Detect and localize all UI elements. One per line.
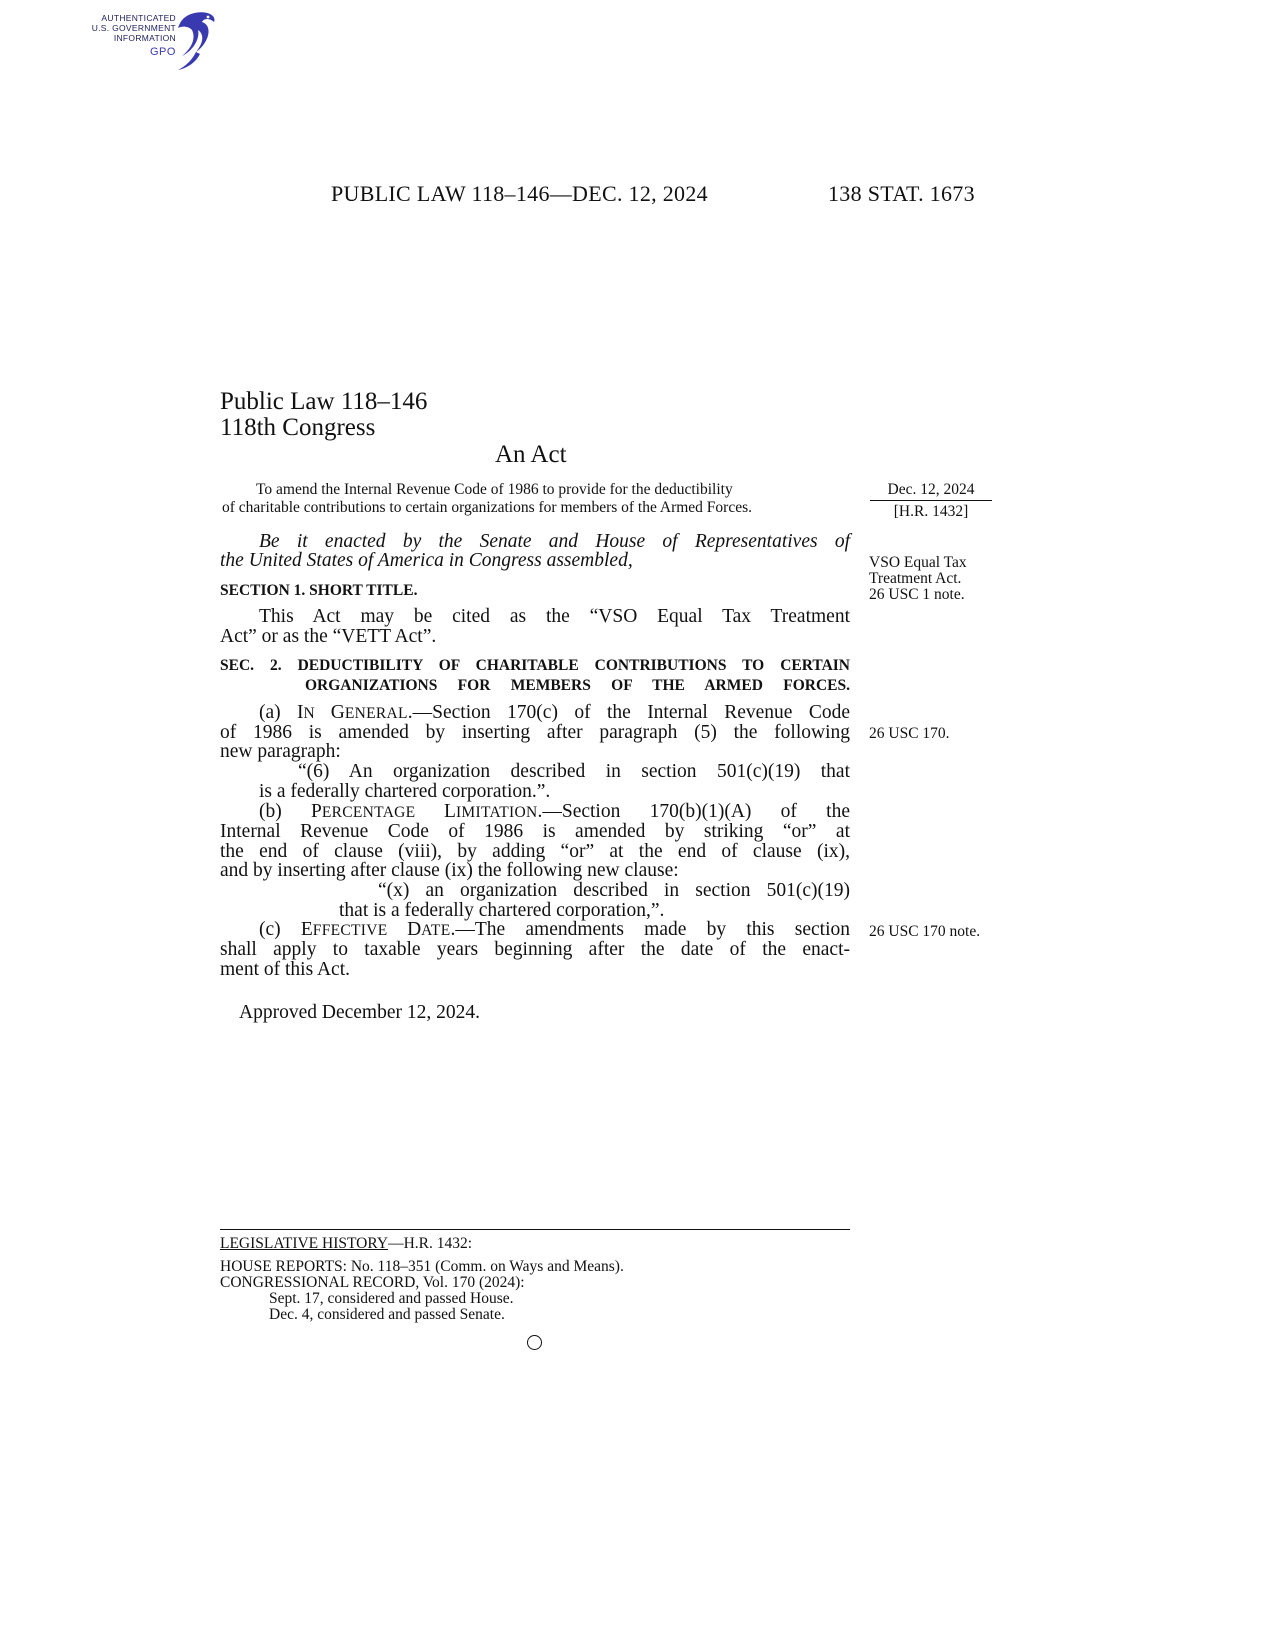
purpose-line-1: To amend the Internal Revenue Code of 1986 to provide for the deductibility [256, 481, 733, 498]
subsection-b-line-3: the end of clause (viii), by adding “or” at the end of clause (ix), [220, 841, 850, 862]
subsection-b-quote-line-1: “(x) an organization described in section 501(c)(19) [378, 880, 850, 901]
congress-number: 118th Congress [220, 414, 376, 441]
margin-citation-a: 26 USC 170. [869, 725, 950, 742]
subsection-a-line-3: new paragraph: [220, 741, 341, 762]
margin-short-title-3: 26 USC 1 note. [869, 586, 965, 603]
subsection-c-line-3: ment of this Act. [220, 959, 350, 980]
purpose-line-2: of charitable contributions to certain organizations for members of the Armed Forces. [222, 499, 752, 516]
subsection-b-quote-line-2: that is a federally chartered corporation,”. [339, 900, 665, 921]
margin-short-title-2: Treatment Act. [869, 570, 962, 587]
history-house-reports: HOUSE REPORTS: No. 118–351 (Comm. on Ways and Means). [220, 1258, 624, 1275]
section-2-heading-line-1: SEC. 2. DEDUCTIBILITY OF CHARITABLE CONTRIBUTIONS TO CERTAIN [220, 657, 850, 674]
history-congressional-record: CONGRESSIONAL RECORD, Vol. 170 (2024): [220, 1274, 525, 1291]
subsection-a-quote-line-2: is a federally chartered corporation.”. [259, 781, 551, 802]
enacting-clause-line-1: Be it enacted by the Senate and House of Representatives of [259, 531, 850, 552]
margin-citation-c: 26 USC 170 note. [869, 923, 981, 940]
act-title: An Act [495, 441, 567, 468]
subsection-c-line-2: shall apply to taxable years beginning after the date of the enact- [220, 939, 850, 960]
section-2-heading-line-2: ORGANIZATIONS FOR MEMBERS OF THE ARMED FORCES. [305, 677, 850, 694]
history-entry-house: Sept. 17, considered and passed House. [269, 1290, 514, 1307]
section-1-line-2: Act” or as the “VETT Act”. [220, 626, 437, 647]
seal-text-government: U.S. GOVERNMENT [91, 23, 176, 33]
margin-short-title-1: VSO Equal Tax [869, 554, 967, 571]
seal-text-information: INFORMATION [113, 33, 176, 43]
subsection-a-line-1: (a) IN GENERAL.—Section 170(c) of the Internal Revenue Code [259, 702, 850, 723]
subsection-a-quote-line-1: “(6) An organization described in section 501(c)(19) that [298, 761, 850, 782]
seal-text-authenticated: AUTHENTICATED [101, 13, 176, 23]
subsection-b-line-4: and by inserting after clause (ix) the following new clause: [220, 860, 679, 881]
approval-date: Approved December 12, 2024. [239, 1002, 480, 1023]
subsection-b-line-1: (b) PERCENTAGE LIMITATION.—Section 170(b)(1)(A) of the [259, 801, 850, 822]
legislative-history-heading [220, 1236, 472, 1252]
legislative-history-label: LEGISLATIVE HISTORY [220, 1235, 389, 1252]
end-mark-circle-icon [527, 1335, 542, 1350]
subsection-b-line-2: Internal Revenue Code of 1986 is amended by striking “or” at [220, 821, 850, 842]
legislative-history-bill: —H.R. 1432: [388, 1235, 473, 1252]
margin-bill-number: [H.R. 1432] [893, 503, 969, 520]
running-head-left: PUBLIC LAW 118–146—DEC. 12, 2024 [331, 181, 708, 206]
history-entry-senate: Dec. 4, considered and passed Senate. [269, 1306, 505, 1323]
enacting-clause-line-2: the United States of America in Congress assembled, [220, 550, 633, 571]
eagle-icon [174, 10, 224, 74]
subsection-c-line-1: (c) EFFECTIVE DATE.—The amendments made by this section [259, 919, 850, 940]
running-head-stat: 138 STAT. 1673 [828, 181, 975, 206]
margin-divider [870, 500, 992, 501]
gpo-authentication-seal [92, 10, 224, 74]
section-1-line-1: This Act may be cited as the “VSO Equal Tax Treatment [259, 606, 850, 627]
history-rule [220, 1229, 850, 1230]
seal-gpo-mark: GPO [150, 46, 176, 58]
subsection-a-line-2: of 1986 is amended by inserting after paragraph (5) the following [220, 722, 850, 743]
public-law-number: Public Law 118–146 [220, 388, 428, 415]
margin-date: Dec. 12, 2024 [887, 481, 975, 498]
section-1-heading: SECTION 1. SHORT TITLE. [220, 582, 418, 599]
